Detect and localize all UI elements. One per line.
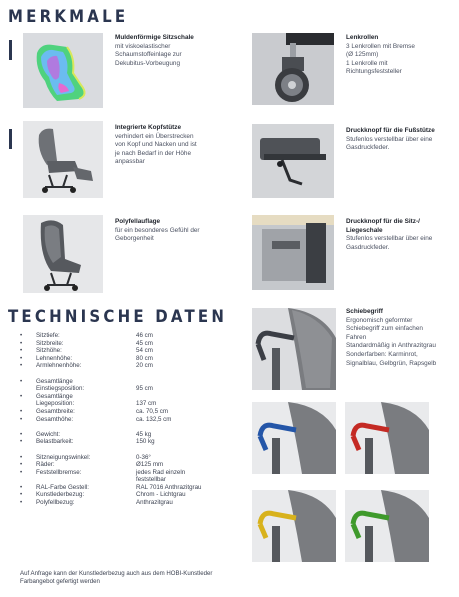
spec-row (20, 454, 230, 462)
bullet: • (20, 362, 23, 370)
spec-row (20, 431, 230, 439)
bullet: • (20, 354, 23, 362)
spec-label: Belastbarkeit: (36, 438, 74, 446)
spec-value: ca. 70,5 cm (136, 407, 168, 415)
spec-label: Gesamtlänge (36, 377, 73, 385)
spec-label: RAL-Farbe Gestell: (36, 483, 89, 491)
spec-list (20, 332, 230, 507)
spec-label: Sitzhöhe: (36, 347, 62, 355)
spec-value: Chrom - Lichtgrau (136, 491, 186, 499)
fussstuetze-photo (252, 124, 334, 198)
spec-label: Gesamtbreite: (36, 407, 75, 415)
section-bar (9, 129, 12, 149)
spec-row (20, 400, 230, 408)
polyfell-photo (23, 215, 103, 293)
spec-row (20, 461, 230, 469)
feature-kopfstuetze: Integrierte Kopfstütze verhindert ein Überstrecken von Kopf und Nacken und ist je nach Bedarf in der Höhe anpassbar (115, 124, 197, 166)
bullet: • (20, 453, 23, 461)
spec-row (20, 378, 230, 386)
spec-label: Sitztiefe: (36, 332, 60, 339)
spec-value: feststellbar (136, 476, 166, 484)
spec-row (20, 484, 230, 492)
spec-row (20, 393, 230, 401)
spec-value: 54 cm (136, 347, 153, 355)
spec-label: Polyfellbezug: (36, 499, 75, 507)
spec-label: Sitzneigungswinkel: (36, 453, 91, 461)
bullet: • (20, 491, 23, 499)
schiebegriff-photo-blau (252, 402, 336, 474)
bullet: • (20, 468, 23, 476)
spec-value: Ø125 mm (136, 461, 164, 469)
spec-label: Kunstlederbezug: (36, 491, 85, 499)
spec-label: Räder: (36, 461, 55, 469)
feature-schiebegriff: Schiebegriff Ergonomisch geformter Schiebegriff zum einfachen Fahren Standardmäßig in Anthrazitgrau Sonderfarben: Karminrot, Signalblau, Gelbgrün, Rapsgelb (346, 308, 437, 367)
spec-row (20, 476, 230, 484)
feature-polyfell: Polyfellauflage für ein besonderes Gefühl der Geborgenheit (115, 218, 200, 243)
lenkrolle-photo (252, 33, 334, 105)
bullet: • (20, 483, 23, 491)
feature-sitz-liegeschale: Druckknopf für die Sitz-/ Liegeschale Stufenlos verstellbar über eine Gasdruckfeder. (346, 218, 433, 251)
spec-value: 20 cm (136, 362, 153, 370)
bullet: • (20, 347, 23, 355)
bullet: • (20, 339, 23, 347)
spec-value: 137 cm (136, 400, 157, 408)
bullet: • (20, 499, 23, 507)
merkmale-heading: MERKMALE (8, 6, 129, 27)
spec-value: Anthrazitgrau (136, 499, 173, 507)
spec-label: Armlehnenhöhe: (36, 362, 82, 370)
sitzschale-photo (23, 33, 103, 108)
spec-value: 95 cm (136, 385, 153, 393)
feature-sitzschale: Muldenförmige Sitzschale mit viskoelastischer Schaumstoffeinlage zur Dekubitus-Vorbeugung (115, 34, 194, 67)
spec-label: Gesamtlänge (36, 392, 73, 400)
bullet: • (20, 438, 23, 446)
bullet: • (20, 461, 23, 469)
schiebegriff-photo-gruen (345, 490, 429, 562)
spec-row (20, 469, 230, 477)
spec-spacer (20, 370, 230, 378)
spec-row (20, 416, 230, 424)
spec-value: ca. 132,5 cm (136, 415, 172, 423)
spec-label: Gewicht: (36, 430, 61, 438)
spec-row (20, 332, 230, 340)
bullet: • (20, 415, 23, 423)
bullet: • (20, 430, 23, 438)
spec-row (20, 408, 230, 416)
spec-label: Liegeposition: (36, 400, 75, 408)
spec-label: Einstiegsposition: (36, 385, 85, 393)
spec-value: 80 cm (136, 354, 153, 362)
spec-value: 45 kg (136, 430, 152, 438)
spec-label: Feststellbremse: (36, 468, 82, 476)
technische-daten-heading: TECHNISCHE DATEN (8, 306, 228, 327)
bullet: • (20, 392, 23, 400)
feature-lenkrollen: Lenkrollen 3 Lenkrollen mit Bremse (Ø 125mm) 1 Lenkrolle mit Richtungsfeststeller (346, 34, 415, 76)
bullet: • (20, 377, 23, 385)
spec-spacer (20, 446, 230, 454)
spec-row (20, 355, 230, 363)
spec-row (20, 347, 230, 355)
spec-value: 0-36° (136, 453, 151, 461)
spec-label: Sitzbreite: (36, 339, 64, 347)
spec-value: RAL 7016 Anthrazitgrau (136, 483, 202, 491)
spec-row (20, 491, 230, 499)
section-bar (9, 40, 12, 60)
spec-value: 150 kg (136, 438, 155, 446)
spec-spacer (20, 423, 230, 431)
bullet: • (20, 332, 23, 339)
schiebegriff-photo-anthrazit (252, 308, 336, 390)
spec-row (20, 340, 230, 348)
spec-value: 46 cm (136, 332, 153, 339)
bullet: • (20, 407, 23, 415)
feature-fussstuetze: Druckknopf für die Fußstütze Stufenlos verstellbar über eine Gasdruckfeder. (346, 127, 435, 152)
schiebegriff-photo-rot (345, 402, 429, 474)
sitzschale-druckknopf-photo (252, 215, 334, 290)
spec-value: 45 cm (136, 339, 153, 347)
spec-value: jedes Rad einzeln (136, 468, 186, 476)
spec-label: Lehnenhöhe: (36, 354, 73, 362)
note-text: Auf Anfrage kann der Kunstlederbezug auch aus dem HOBI-Kunstleder Farbangebot gefertigt werden (20, 570, 213, 585)
spec-row (20, 362, 230, 370)
kopfstuetze-photo (23, 121, 103, 198)
schiebegriff-photo-gelb (252, 490, 336, 562)
spec-row (20, 499, 230, 507)
spec-row (20, 438, 230, 446)
spec-label: Gesamthöhe: (36, 415, 74, 423)
spec-row (20, 385, 230, 393)
